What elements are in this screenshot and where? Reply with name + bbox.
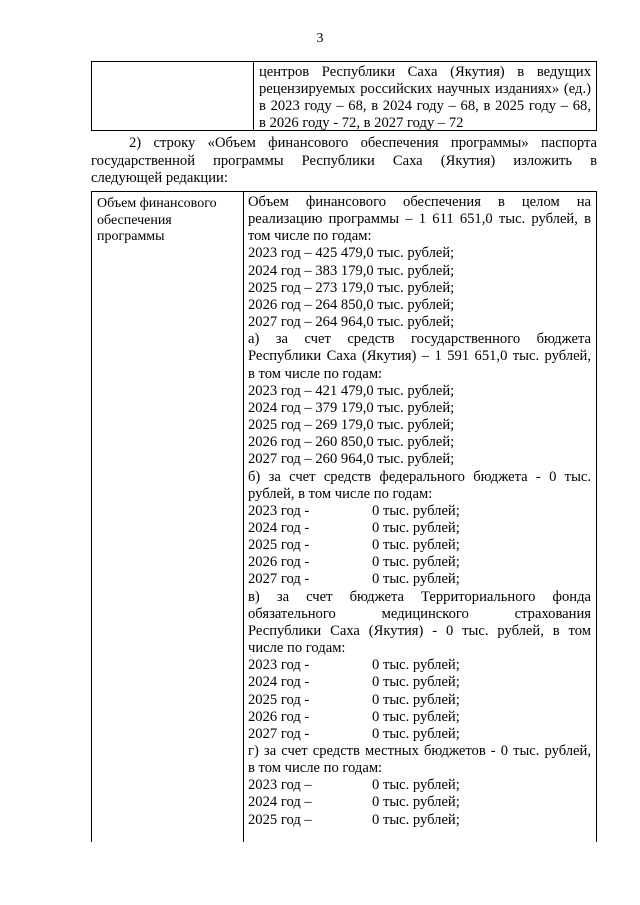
year-line — [248, 503, 591, 520]
year-label: 2025 год - — [248, 537, 310, 554]
column-divider — [253, 62, 254, 130]
text-line: в 2023 году – 68, в 2024 году – 68, в 2025 году – 68, — [259, 98, 591, 114]
year-line — [248, 537, 591, 554]
text-line: в том числе по годам: — [248, 365, 383, 382]
text-line: программы — [97, 229, 165, 244]
text-line: г) за счет средств местных бюджетов - 0 тыс. рублей, — [248, 743, 591, 759]
previous-table-cell — [259, 64, 591, 132]
year-amount: 0 тыс. рублей; — [372, 777, 460, 794]
funding-details-cell — [248, 194, 591, 829]
year-amount: 0 тыс. рублей; — [372, 794, 460, 811]
year-amount: 0 тыс. рублей; — [372, 502, 460, 519]
year-line: 2026 год – 264 850,0 тыс. рублей; — [248, 296, 455, 313]
year-amount: 0 тыс. рублей; — [372, 657, 460, 674]
year-line — [248, 777, 591, 794]
year-label: 2024 год - — [248, 674, 310, 691]
text-line: в том числе по годам: — [248, 760, 383, 777]
text-line: Республики Саха (Якутия) - 0 тыс. рублей, в том — [248, 622, 591, 639]
text-line: б) за счет средств федерального бюджета - 0 тыс. — [248, 468, 591, 485]
year-amount: 0 тыс. рублей; — [372, 674, 460, 691]
text-line: Республики Саха (Якутия) – 1 591 651,0 тыс. рублей, — [248, 348, 591, 365]
text-line: следующей редакции: — [91, 170, 228, 186]
year-amount: 0 тыс. рублей; — [372, 811, 460, 828]
text-line: обязательного медицинского страхования — [248, 605, 591, 622]
year-amount: 0 тыс. рублей; — [372, 519, 460, 536]
text-line: числе по годам: — [248, 640, 346, 657]
year-line — [248, 794, 591, 811]
year-line: 2024 год – 379 179,0 тыс. рублей; — [248, 399, 455, 416]
amendment-paragraph — [91, 135, 597, 188]
year-line: 2027 год – 264 964,0 тыс. рублей; — [248, 314, 455, 331]
year-line: 2025 год – 273 179,0 тыс. рублей; — [248, 279, 455, 296]
text-line: Объем финансового обеспечения в целом на — [248, 194, 591, 210]
text-line: рецензируемых российских научных изданиях» (ед.) — [259, 81, 591, 97]
text-line: обеспечения — [97, 212, 172, 228]
text-line: в) за счет бюджета Территориального фонда — [248, 588, 591, 605]
year-label: 2025 год - — [248, 691, 310, 708]
year-line — [248, 674, 591, 691]
text-line: рублей, в том числе по годам: — [248, 485, 433, 502]
year-line: 2026 год – 260 850,0 тыс. рублей; — [248, 434, 455, 451]
text-line: реализацию программы – 1 611 651,0 тыс. рублей, в — [248, 211, 591, 228]
previous-table-fragment — [91, 61, 597, 131]
year-line: 2025 год – 269 179,0 тыс. рублей; — [248, 417, 455, 434]
year-amount: 0 тыс. рублей; — [372, 554, 460, 571]
year-amount: 0 тыс. рублей; — [372, 691, 460, 708]
page-number: 3 — [316, 31, 324, 46]
text-line: центров Республики Саха (Якутия) в ведущих — [259, 64, 591, 80]
year-line — [248, 726, 591, 743]
text-line: том числе по годам: — [248, 228, 372, 245]
year-line — [248, 709, 591, 726]
year-label: 2027 год - — [248, 571, 310, 588]
year-amount: 0 тыс. рублей; — [372, 571, 460, 588]
year-amount: 0 тыс. рублей; — [372, 708, 460, 725]
text-line: в 2026 году - 72, в 2027 году – 72 — [259, 115, 464, 131]
year-line — [248, 692, 591, 709]
year-label: 2023 год - — [248, 502, 310, 519]
year-line: 2023 год – 421 479,0 тыс. рублей; — [248, 382, 455, 399]
year-line: 2024 год – 383 179,0 тыс. рублей; — [248, 262, 455, 279]
year-line: 2027 год – 260 964,0 тыс. рублей; — [248, 451, 455, 468]
year-label: 2023 год – — [248, 777, 312, 794]
text-line: Объем финансового — [97, 196, 217, 211]
text-line: 2) строку «Объем финансового обеспечения программы» паспорта — [129, 135, 597, 151]
year-label: 2024 год - — [248, 519, 310, 536]
year-label: 2023 год - — [248, 657, 310, 674]
year-line — [248, 554, 591, 571]
text-line: государственной программы Республики Саха (Якутия) изложить в — [91, 152, 597, 169]
funding-table — [91, 191, 597, 842]
year-line: 2023 год – 425 479,0 тыс. рублей; — [248, 245, 455, 262]
year-label: 2025 год – — [248, 811, 312, 828]
year-amount: 0 тыс. рублей; — [372, 725, 460, 742]
row-label-cell — [97, 196, 237, 246]
year-label: 2027 год - — [248, 725, 310, 742]
year-line — [248, 520, 591, 537]
year-line — [248, 812, 591, 829]
year-label: 2026 год - — [248, 708, 310, 725]
column-divider — [243, 192, 244, 842]
year-line — [248, 657, 591, 674]
text-line: а) за счет средств государственного бюджета — [248, 331, 591, 348]
year-label: 2024 год – — [248, 794, 312, 811]
year-amount: 0 тыс. рублей; — [372, 537, 460, 554]
year-line — [248, 571, 591, 588]
year-label: 2026 год - — [248, 554, 310, 571]
